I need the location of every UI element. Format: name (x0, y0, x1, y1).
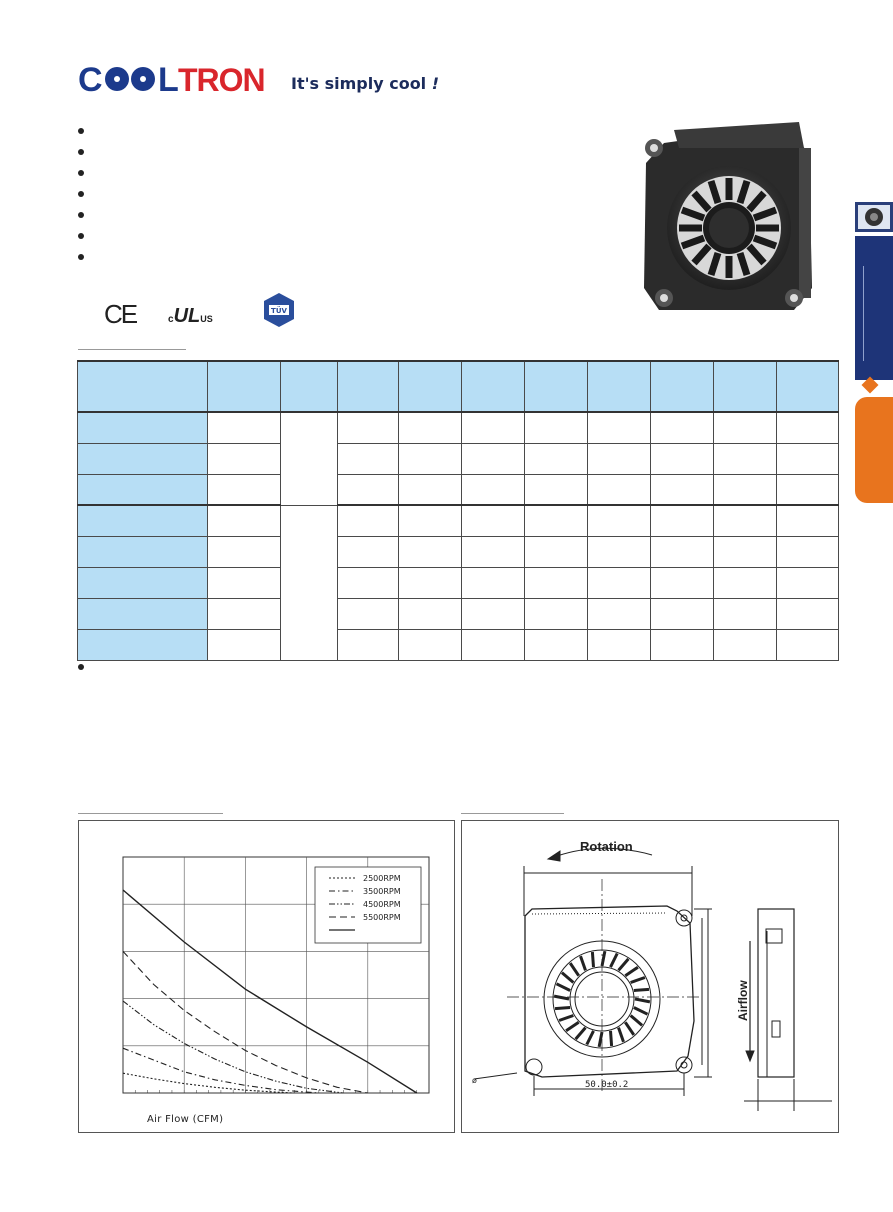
table-cell (399, 443, 462, 474)
tagline-mark: ! (431, 74, 440, 93)
table-header-cell (525, 361, 588, 412)
table-cell (462, 412, 525, 443)
table-cell (588, 412, 651, 443)
ul-c: c (168, 314, 174, 325)
table-cell (777, 536, 839, 567)
table-cell (338, 598, 399, 629)
ul-logo: UL (173, 305, 201, 327)
impeller-blade (631, 1016, 643, 1026)
side-tab-line (863, 266, 864, 361)
table-cell (208, 443, 281, 474)
performance-chart-panel (78, 820, 455, 1133)
table-cell (338, 412, 399, 443)
table-header-cell (777, 361, 839, 412)
table-cell (338, 536, 399, 567)
legend-label: 2500RPM (363, 874, 401, 883)
impeller-blade (587, 1031, 594, 1045)
impeller-blade (611, 954, 618, 968)
table-cell (462, 505, 525, 536)
table-header-cell (78, 361, 208, 412)
table-header-cell (588, 361, 651, 412)
section-rule-drawing (461, 813, 564, 814)
impeller-blade (635, 999, 650, 1002)
legend-label: 4500RPM (363, 900, 401, 909)
ul-us: US (200, 314, 213, 324)
impeller-blade (619, 959, 629, 971)
table-cell (651, 598, 714, 629)
table-cell (651, 412, 714, 443)
impeller-blade (562, 973, 574, 983)
impeller-blade (559, 1016, 573, 1021)
tuv-mark (261, 292, 297, 328)
table-cell (525, 629, 588, 660)
impeller-blade (625, 967, 638, 976)
table-cell (338, 474, 399, 505)
impeller-blade (634, 1008, 648, 1015)
table-cell (462, 474, 525, 505)
impeller-blade (592, 952, 593, 967)
impeller-blade (581, 956, 586, 970)
table-cell (777, 505, 839, 536)
bullet-dot (78, 149, 84, 155)
series-line (123, 1048, 319, 1093)
table-cell (588, 536, 651, 567)
impeller-blade (611, 1031, 612, 1046)
table-cell (525, 474, 588, 505)
table-cell (208, 567, 281, 598)
fan-side-view (758, 909, 794, 1077)
model-cell (78, 598, 208, 629)
table-cell (777, 443, 839, 474)
table-header-row (78, 361, 839, 412)
table-cell (714, 629, 777, 660)
table-cell (208, 474, 281, 505)
airflow-label: Airflow (736, 980, 750, 1021)
impeller-blade (566, 1022, 579, 1031)
table-cell (714, 443, 777, 474)
rotation-label: Rotation (580, 839, 633, 854)
table-cell (208, 412, 281, 443)
table-cell (651, 567, 714, 598)
table-cell (588, 474, 651, 505)
performance-chart (79, 821, 456, 1134)
table-cell (777, 567, 839, 598)
side-tab-orange[interactable] (855, 397, 893, 503)
model-cell (78, 567, 208, 598)
bullet-dot (78, 254, 84, 260)
svg-text:C: C (78, 61, 101, 98)
model-cell (78, 505, 208, 536)
impeller-blade (599, 1032, 602, 1047)
table-cell (777, 474, 839, 505)
table-cell (525, 598, 588, 629)
mount-hole-bottom (676, 1057, 692, 1073)
dimension-drawing (462, 821, 840, 1134)
chart-x-axis-label: Air Flow (CFM) (147, 1114, 224, 1125)
table-cell (777, 598, 839, 629)
svg-text:L: L (158, 61, 179, 98)
table-cell (714, 567, 777, 598)
table-cell (714, 598, 777, 629)
table-header-cell (462, 361, 525, 412)
impeller-blade (602, 951, 605, 966)
model-cell (78, 629, 208, 660)
logo-graphic (78, 60, 278, 98)
table-cell (399, 412, 462, 443)
table-cell (338, 443, 399, 474)
table-cell (525, 536, 588, 567)
table-row (78, 505, 839, 536)
impeller-blade (619, 1028, 624, 1042)
table-cell (462, 598, 525, 629)
table-cell (462, 443, 525, 474)
voltage-group-cell (281, 505, 338, 660)
bullet-dot (78, 170, 84, 176)
table-cell (651, 536, 714, 567)
table-row (78, 536, 839, 567)
table-cell (651, 629, 714, 660)
table-cell (399, 629, 462, 660)
model-cell (78, 536, 208, 567)
bullet-dot (78, 212, 84, 218)
table-cell (651, 474, 714, 505)
side-tab-fan-icon[interactable] (855, 202, 893, 232)
table-cell (588, 505, 651, 536)
table-row (78, 567, 839, 598)
legend-label: 3500RPM (363, 887, 401, 896)
diameter-symbol: ø (472, 1076, 477, 1085)
section-rule-specs (78, 349, 186, 350)
table-cell (525, 567, 588, 598)
tagline (291, 74, 439, 93)
table-cell (462, 567, 525, 598)
table-cell (338, 567, 399, 598)
table-header-cell (651, 361, 714, 412)
table-cell (399, 536, 462, 567)
impeller-blade (554, 996, 569, 999)
table-cell (208, 629, 281, 660)
table-row (78, 598, 839, 629)
dimension-label: 50.0±0.2 (585, 1080, 629, 1090)
spec-table (77, 360, 839, 661)
impeller-blade (570, 963, 579, 976)
note-bullet (78, 664, 84, 670)
tuv-text: TÜV (271, 307, 287, 315)
table-cell (588, 567, 651, 598)
bullet-dot (78, 191, 84, 197)
table-cell (462, 629, 525, 660)
table-row (78, 629, 839, 660)
table-cell (399, 505, 462, 536)
table-row (78, 443, 839, 474)
table-header-cell (281, 361, 338, 412)
impeller-blade (555, 1008, 570, 1009)
table-cell (588, 629, 651, 660)
table-cell (651, 505, 714, 536)
section-rule-chart (78, 813, 223, 814)
impeller-blade (576, 1028, 586, 1040)
side-tab-blue[interactable] (855, 236, 893, 380)
table-cell (208, 505, 281, 536)
tagline-text: It's simply cool (291, 74, 427, 93)
rotation-arrow (548, 851, 560, 861)
table-row (78, 474, 839, 505)
impeller-blade (557, 984, 571, 991)
table-cell (208, 598, 281, 629)
table-header-cell (714, 361, 777, 412)
table-cell (399, 567, 462, 598)
table-cell (208, 536, 281, 567)
legend-label: 5500RPM (363, 913, 401, 922)
fan-housing-outline (525, 906, 694, 1077)
table-row (78, 412, 839, 443)
table-cell (777, 629, 839, 660)
table-cell (714, 536, 777, 567)
table-cell (462, 536, 525, 567)
table-cell (525, 443, 588, 474)
table-cell (338, 505, 399, 536)
dimension-drawing-panel (461, 820, 839, 1133)
ce-mark: CE (104, 299, 137, 329)
table-cell (714, 412, 777, 443)
ul-mark (168, 305, 213, 328)
table-cell (525, 505, 588, 536)
svg-text:TRON: TRON (178, 62, 265, 98)
table-cell (588, 443, 651, 474)
bullet-dot (78, 233, 84, 239)
impeller-blade (625, 1022, 634, 1035)
mount-hole-left (526, 1059, 542, 1075)
table-cell (651, 443, 714, 474)
table-header-cell (399, 361, 462, 412)
impeller-blade (634, 989, 649, 990)
model-cell (78, 443, 208, 474)
bullet-dot (78, 128, 84, 134)
table-cell (777, 412, 839, 443)
blower-fan-photo (634, 118, 824, 318)
table-cell (714, 505, 777, 536)
table-header-cell (338, 361, 399, 412)
table-cell (714, 474, 777, 505)
table-cell (525, 412, 588, 443)
model-cell (78, 474, 208, 505)
cooltron-logo (78, 60, 278, 98)
table-cell (399, 474, 462, 505)
table-cell (588, 598, 651, 629)
table-cell (399, 598, 462, 629)
voltage-group-cell (281, 412, 338, 505)
table-header-cell (208, 361, 281, 412)
impeller-blade (631, 978, 645, 983)
model-cell (78, 412, 208, 443)
table-cell (338, 629, 399, 660)
